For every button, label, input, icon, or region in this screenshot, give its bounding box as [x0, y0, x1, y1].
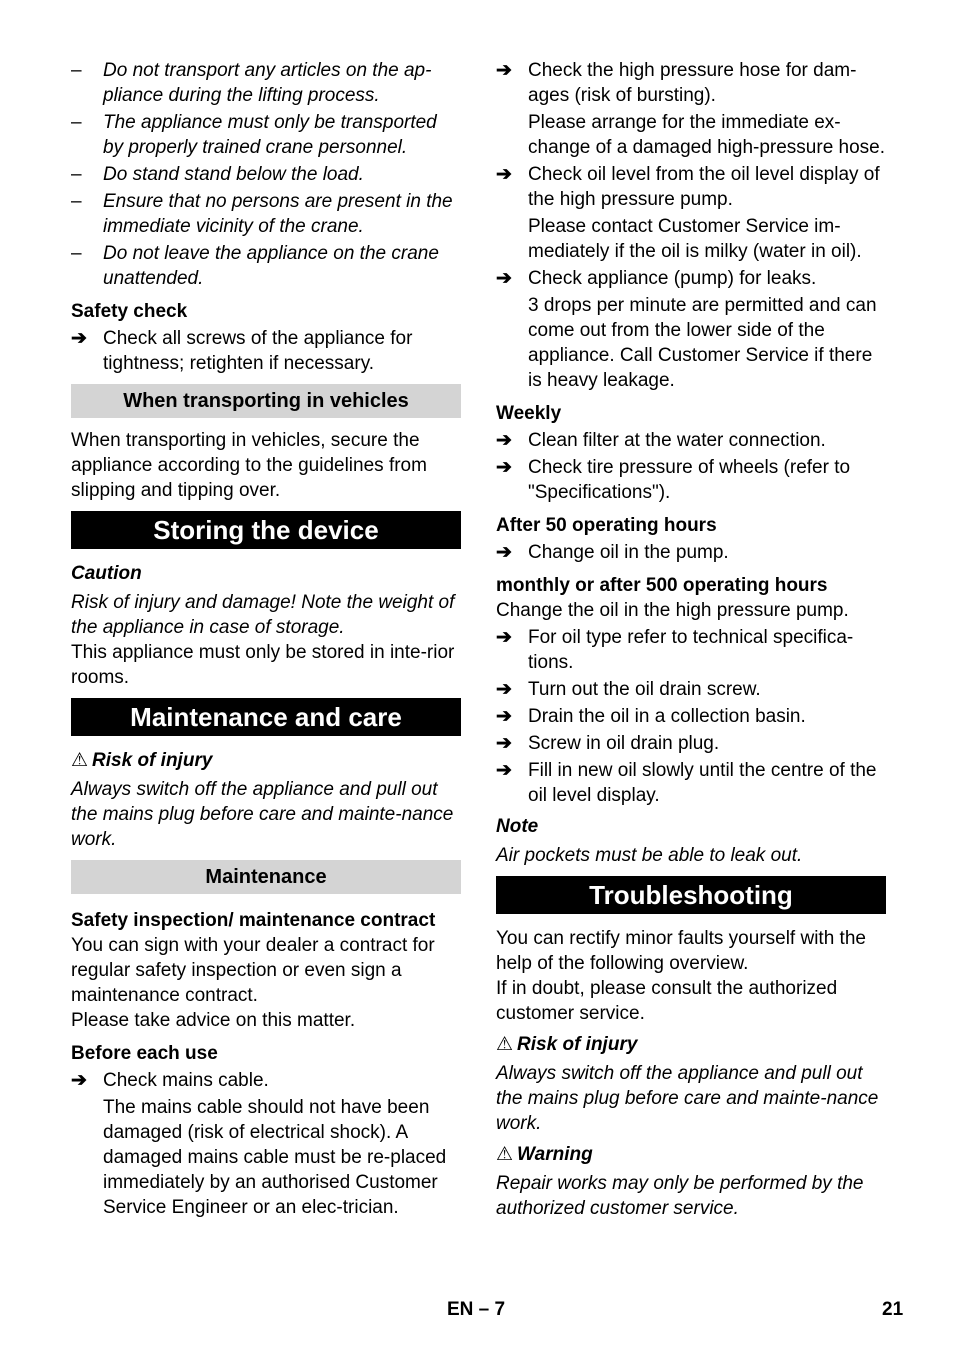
contract-title: Safety inspection/ maintenance contract	[71, 910, 436, 931]
leak-item: ➔ Check appliance (pump) for leaks.	[496, 268, 817, 289]
contract-text: You can sign with your dealer a contract for regular safety inspection or even sign a maintenance contract.	[71, 935, 435, 1006]
troubleshooting-heading: Troubleshooting	[496, 876, 886, 914]
arrow-icon: ➔	[496, 164, 512, 185]
risk-of-injury-label: ⚠ Risk of injury	[71, 750, 213, 771]
note-text: Air pockets must be able to leak out.	[496, 845, 803, 866]
risk-of-injury-label: ⚠ Risk of injury	[496, 1034, 638, 1055]
list-item: ➔ Fill in new oil slowly until the centre of the oil level display.	[496, 760, 877, 806]
crane-rules-list	[71, 58, 461, 291]
arrow-icon: ➔	[496, 679, 512, 700]
list-item: – Do not leave the appliance on the crane unattended.	[71, 243, 439, 289]
oil-item: ➔ Check oil level from the oil level display of the high pressure pump.	[496, 164, 880, 210]
caution-text: Risk of injury and damage! Note the weight of the appliance in case of storage.	[71, 592, 455, 638]
footer-language-page: EN – 7	[447, 1299, 506, 1320]
monthly-text: Change the oil in the high pressure pump.	[496, 600, 849, 621]
hose-note: Please arrange for the immediate ex-change of a damaged high-pressure hose.	[528, 112, 886, 158]
arrow-icon: ➔	[496, 542, 512, 563]
before-use-title: Before each use	[71, 1043, 218, 1064]
arrow-icon: ➔	[496, 60, 512, 81]
warning-text: Repair works may only be performed by the authorized customer service.	[496, 1173, 864, 1219]
after50-item: ➔ Change oil in the pump.	[496, 542, 729, 563]
list-item: – Do not transport any articles on the ap-pliance during the lifting process.	[71, 60, 432, 106]
list-item: ➔ Check tire pressure of wheels (refer to "Specifications").	[496, 457, 851, 503]
arrow-icon: ➔	[496, 268, 512, 289]
transport-text: When transporting in vehicles, secure the appliance according to the guidelines from slipping and tipping over.	[71, 430, 427, 501]
storing-heading: Storing the device	[71, 511, 461, 549]
after50-title: After 50 operating hours	[496, 515, 717, 536]
left-column	[71, 58, 461, 1220]
arrow-icon: ➔	[496, 760, 512, 781]
arrow-icon: ➔	[496, 706, 512, 727]
warning-triangle-icon: ⚠	[496, 1034, 514, 1055]
hose-item: ➔ Check the high pressure hose for dam-ages (risk of bursting).	[496, 60, 857, 106]
arrow-icon: ➔	[496, 430, 512, 451]
warning-label: ⚠ Warning	[496, 1144, 593, 1165]
arrow-icon: ➔	[71, 328, 87, 349]
arrow-icon: ➔	[496, 733, 512, 754]
list-item: ➔ Screw in oil drain plug.	[496, 733, 720, 754]
list-item: – Do stand stand below the load.	[71, 164, 364, 185]
list-item: ➔ Drain the oil in a collection basin.	[496, 706, 806, 727]
maintenance-care-heading: Maintenance and care	[71, 698, 461, 736]
safety-check-item: ➔ Check all screws of the appliance for tightness; retighten if necessary.	[71, 328, 413, 374]
list-item: – Ensure that no persons are present in the immediate vicinity of the crane.	[71, 191, 453, 237]
list-item: ➔ For oil type refer to technical specifica-tions.	[496, 627, 854, 673]
leak-note: 3 drops per minute are permitted and can come out from the lower side of the appliance. Call Customer Service if there is heavy leakage.	[528, 295, 877, 391]
monthly-title: monthly or after 500 operating hours	[496, 575, 828, 596]
storing-text: This appliance must only be stored in inte-rior rooms.	[71, 642, 455, 688]
trouble-doubt: If in doubt, please consult the authorized customer service.	[496, 978, 838, 1024]
arrow-icon: ➔	[71, 1070, 87, 1091]
risk-text: Always switch off the appliance and pull out the mains plug before care and mainte-nance work.	[496, 1063, 879, 1134]
before-use-note: The mains cable should not have been damaged (risk of electrical shock). A damaged mains cable must be re-placed immediately by an authorised Customer Service Engineer or an elec-trician.	[103, 1097, 447, 1218]
contract-advice: Please take advice on this matter.	[71, 1010, 356, 1031]
note-label: Note	[496, 816, 539, 837]
maintenance-heading: Maintenance	[71, 860, 461, 894]
weekly-title: Weekly	[496, 403, 562, 424]
oil-note: Please contact Customer Service im-mediately if the oil is milky (water in oil).	[528, 216, 862, 262]
list-item: – The appliance must only be transported by properly trained crane personnel.	[71, 112, 437, 158]
safety-check-title: Safety check	[71, 301, 188, 322]
arrow-icon: ➔	[496, 457, 512, 478]
warning-triangle-icon: ⚠	[71, 750, 89, 771]
trouble-text: You can rectify minor faults yourself with the help of the following overview.	[496, 928, 866, 974]
before-use-item: ➔ Check mains cable.	[71, 1070, 269, 1091]
list-item: ➔ Clean filter at the water connection.	[496, 430, 826, 451]
arrow-icon: ➔	[496, 627, 512, 648]
list-item: ➔ Turn out the oil drain screw.	[496, 679, 761, 700]
right-column	[496, 58, 886, 1221]
warning-triangle-icon: ⚠	[496, 1144, 514, 1165]
page-number: 21	[882, 1299, 904, 1320]
transport-heading: When transporting in vehicles	[71, 384, 461, 418]
risk-text: Always switch off the appliance and pull out the mains plug before care and mainte-nance work.	[71, 779, 454, 850]
caution-label: Caution	[71, 563, 142, 584]
